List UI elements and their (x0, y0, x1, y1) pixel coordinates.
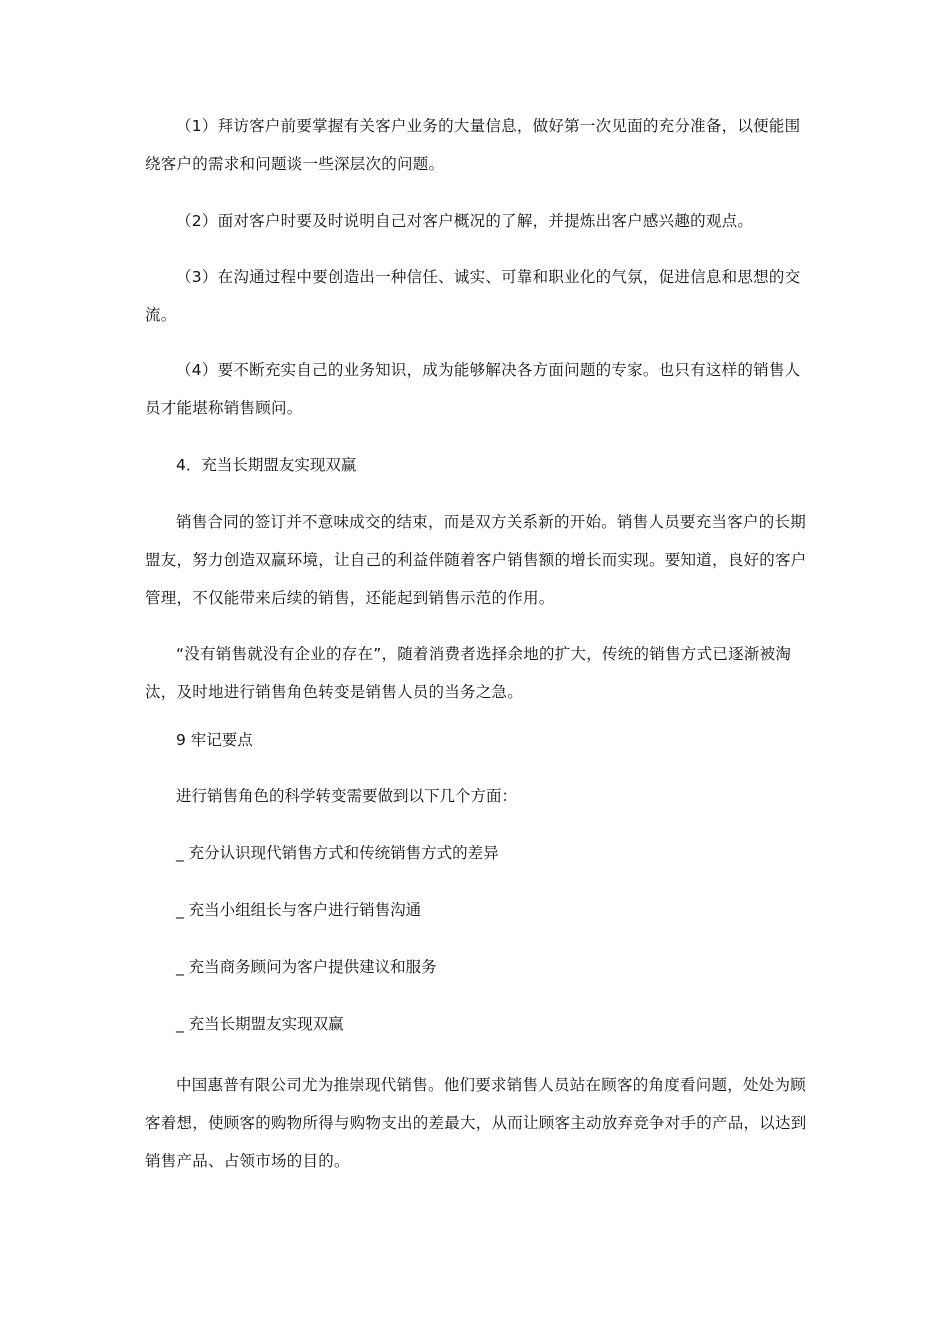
section-heading-key-points: 9 牢记要点 (176, 731, 253, 749)
paragraph-no-sales-no-enterprise: “没有销售就没有企业的存在”，随着消费者选择余地的扩大，传统的销售方式已逐渐被淘汰，及时地进行销售角色转变是销售人员的当务之急。 (145, 645, 792, 701)
paragraph-contract-signing: 销售合同的签订并不意味成交的结束，而是双方关系新的开始。销售人员要充当客户的长期盟友，努力创造双赢环境，让自己的利益伴随着客户销售额的增长而实现。要知道，良好的客户管理，不仅能带来后续的销售，还能起到销售示范的作用。 (145, 513, 807, 607)
paragraph-customer-overview: （2）面对客户时要及时说明自己对客户概况的了解，并提炼出客户感兴趣的观点。 (176, 212, 754, 230)
paragraph-visit-preparation: （1）拜访客户前要掌握有关客户业务的大量信息，做好第一次见面的充分准备，以便能围绕客户的需求和问题谈一些深层次的问题。 (145, 117, 801, 173)
list-item-team-leader: _ 充当小组组长与客户进行销售沟通 (176, 901, 422, 919)
section-heading-long-term-ally: 4．充当长期盟友实现双赢 (176, 456, 357, 474)
list-item-business-consultant: _ 充当商务顾问为客户提供建议和服务 (176, 958, 437, 976)
paragraph-hp-example: 中国惠普有限公司尤为推崇现代销售。他们要求销售人员站在顾客的角度看问题，处处为顾客着想，使顾客的购物所得与购物支出的差最大，从而让顾客主动放弃竞争对手的产品，以达到销售产品、占领市场的目的。 (145, 1076, 807, 1170)
paragraph-business-knowledge: （4）要不断充实自己的业务知识，成为能够解决各方面问题的专家。也只有这样的销售人员才能堪称销售顾问。 (145, 361, 801, 417)
list-item-understand-differences: _ 充分认识现代销售方式和传统销售方式的差异 (176, 844, 499, 862)
paragraph-role-transformation-intro: 进行销售角色的科学转变需要做到以下几个方面： (176, 787, 518, 805)
paragraph-trust-atmosphere: （3）在沟通过程中要创造出一种信任、诚实、可靠和职业化的气氛，促进信息和思想的交流。 (145, 268, 801, 324)
list-item-long-term-ally: _ 充当长期盟友实现双赢 (176, 1015, 344, 1033)
